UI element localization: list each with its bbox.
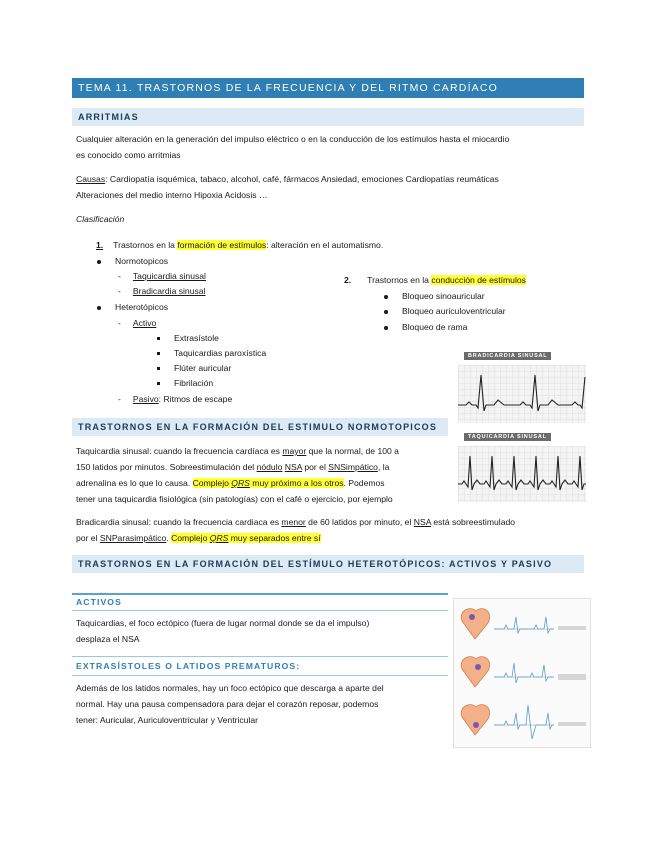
p2-l2b: . (166, 533, 172, 543)
p1-sns: SNSimpático (328, 462, 378, 472)
square-bullet-icon (157, 367, 160, 370)
heterotopicos-label: Heterotópicos (115, 302, 169, 312)
list-item-heterotopicos (97, 300, 168, 315)
list2-bloqueo-sinoauricular (384, 289, 485, 304)
bradicardia-paragraph (76, 514, 588, 546)
list-item-taquicardia-sinusal: - Taquicardia sinusal (118, 271, 206, 281)
p2-a: Bradicardia sinusal: cuando la frecuencia cardiaca es (76, 517, 282, 527)
causas-label: Causas (76, 174, 106, 184)
p2-hl-qrs: QRS (209, 533, 229, 543)
p1-hl-b: muy próximo a los otros (249, 478, 344, 488)
bullet-icon (384, 310, 388, 314)
p1-nsa: NSA (284, 462, 302, 472)
p1-l3b: . Podemos (343, 478, 385, 488)
list-item-taq-paroxistica (157, 346, 266, 361)
extras-line-2: normal. Hay una pausa compensadora para dejar el corazón reposar, podemos (76, 699, 379, 709)
ecg-taquicardia-strip (458, 446, 586, 502)
activos-line-2: desplaza el NSA (76, 634, 140, 644)
pasivo-label: Pasivo (132, 394, 159, 404)
divider (72, 593, 448, 595)
p1-l2b: por el (301, 462, 329, 472)
p1-nodulo: nódulo (256, 462, 283, 472)
extrasistoles-paragraph (76, 680, 448, 728)
extras-line-3: tener: Auricular, Auriculoventricular y Ventricular (76, 715, 258, 725)
divider (72, 656, 448, 657)
p1-l3a: adrenalina es lo que lo causa. (76, 478, 193, 488)
page-title: TEMA 11. TRASTORNOS DE LA FRECUENCIA Y DEL RITMO CARDÍACO (72, 78, 584, 98)
fluter-label: Flúter auricular (174, 363, 232, 373)
activo-label: Activo (132, 318, 157, 328)
bloqueo-item-label: Bloqueo auriculoventricular (402, 306, 506, 316)
bullet-icon (384, 295, 388, 299)
pasivo-post: : Ritmos de escape (158, 394, 233, 404)
p2-snp: SNParasimpático (99, 533, 167, 543)
causas-line-1: : Cardiopatía isquémica, tabaco, alcohol, café, fármacos Ansiedad, emociones Cardiopatías reumáticas (105, 174, 499, 184)
activos-line-1: Taquicardias, el foco ectópico (fuera de lugar normal donde se da el impulso) (76, 618, 370, 628)
bloqueo-item-label: Bloqueo de rama (402, 322, 468, 332)
list2-bloqueo-rama (384, 320, 467, 335)
square-bullet-icon (157, 337, 160, 340)
taq-sinusal-label: Taquicardia sinusal (132, 271, 206, 281)
square-bullet-icon (157, 382, 160, 385)
p1-a: Taquicardia sinusal: cuando la frecuencia cardíaca es (76, 446, 283, 456)
heart-diagram-illustration (454, 599, 590, 747)
ecg-bradicardia-strip (458, 365, 586, 423)
extrasistole-label: Extrasístole (174, 333, 219, 343)
list-item-bradicardia-sinusal: - Bradicardia sinusal (118, 286, 206, 296)
taq-paroxistica-label: Taquicardias paroxística (174, 348, 267, 358)
brad-sinusal-label: Bradicardia sinusal (132, 286, 206, 296)
list1-pre: Trastornos en la (113, 240, 178, 250)
bloqueo-item-label: Bloqueo sinoauricular (402, 291, 485, 301)
list-item-activo: - Activo (118, 318, 157, 328)
list2-item-2 (344, 273, 526, 288)
p1-l4: tener una taquicardia fisiológica (sin patologías) con el café o ejercicio, por ejemplo (76, 494, 393, 504)
list-item-pasivo: - Pasivo: Ritmos de escape (118, 394, 233, 404)
section-arritmias-heading: ARRITMIAS (72, 108, 584, 126)
normotopicos-label: Normotopicos (115, 256, 169, 266)
p1-hl-a: Complejo (192, 478, 232, 488)
activos-paragraph (76, 615, 448, 647)
p2-b: de 60 latidos por minuto, el (305, 517, 414, 527)
divider (72, 610, 448, 611)
list1-number: 1. (96, 240, 104, 250)
list-item-fluter (157, 361, 231, 376)
bullet-icon (97, 306, 101, 310)
causas-line-2: Alteraciones del medio interno Hipoxia Acidosis … (76, 190, 268, 200)
bullet-icon (97, 260, 101, 264)
activos-subheading: ACTIVOS (76, 597, 122, 607)
arritmias-intro (76, 131, 586, 163)
p1-mayor: mayor (282, 446, 307, 456)
list-item-normotopicos (97, 254, 168, 269)
list2-highlight: conducción de estímulos (431, 275, 526, 285)
section-heterotopicos-heading: TRASTORNOS EN LA FORMACIÓN DEL ESTÍMULO HETEROTÓPICOS: ACTIVOS Y PASIVO (72, 555, 584, 573)
extras-line-1: Además de los latidos normales, hay un foco ectópico que descarga a aparte del (76, 683, 384, 693)
extrasystole-heart-figure (453, 598, 591, 748)
ecg-label-bradicardia: BRADICARDIA SINUSAL (464, 352, 551, 360)
p1-l2c: , la (377, 462, 390, 472)
list2-bloqueo-av (384, 304, 506, 319)
p2-menor: menor (281, 517, 306, 527)
list2-pre: Trastornos en la (367, 275, 432, 285)
list1-post: : alteración en el automatismo. (266, 240, 384, 250)
section-normotopicos-heading: TRASTORNOS EN LA FORMACIÓN DEL ESTIMULO NORMOTOPICOS (72, 418, 448, 436)
p2-c: está sobreestimulado (430, 517, 516, 527)
bullet-icon (384, 326, 388, 330)
ecg-taquicardia-figure (458, 432, 586, 504)
list-item-fibrilacion (157, 376, 213, 391)
list2-number: 2. (344, 275, 352, 285)
intro-line-1: Cualquier alteración en la generación del impulso eléctrico o en la conducción de los estímulos hasta el miocardio (76, 134, 510, 144)
p2-hl-a: Complejo (171, 533, 210, 543)
taquicardia-paragraph (76, 443, 451, 507)
square-bullet-icon (157, 352, 160, 355)
fibrilacion-label: Fibrilación (174, 378, 214, 388)
p1-hl-qrs: QRS (231, 478, 250, 488)
p1-l2a: 150 latidos por minutos. Sobreestimulación del (76, 462, 257, 472)
intro-line-2: es conocido como arritmias (76, 150, 181, 160)
p2-nsa: NSA (413, 517, 431, 527)
extrasistoles-subheading: EXTRASÍSTOLES O LATIDOS PREMATUROS: (76, 661, 301, 671)
causas-paragraph (76, 171, 586, 203)
p2-hl-b: muy separados entre sí (228, 533, 321, 543)
ecg-bradicardia-figure (458, 351, 586, 425)
clasificacion-label: Clasificación (76, 214, 125, 224)
list1-item-1 (96, 238, 383, 253)
list-item-extrasistole (157, 331, 219, 346)
p2-l2a: por el (76, 533, 100, 543)
ecg-label-taquicardia: TAQUICARDIA SINUSAL (464, 433, 551, 441)
list1-highlight: formación de estímulos (177, 240, 267, 250)
divider (72, 675, 448, 676)
p1-b: que la normal, de 100 a (306, 446, 399, 456)
